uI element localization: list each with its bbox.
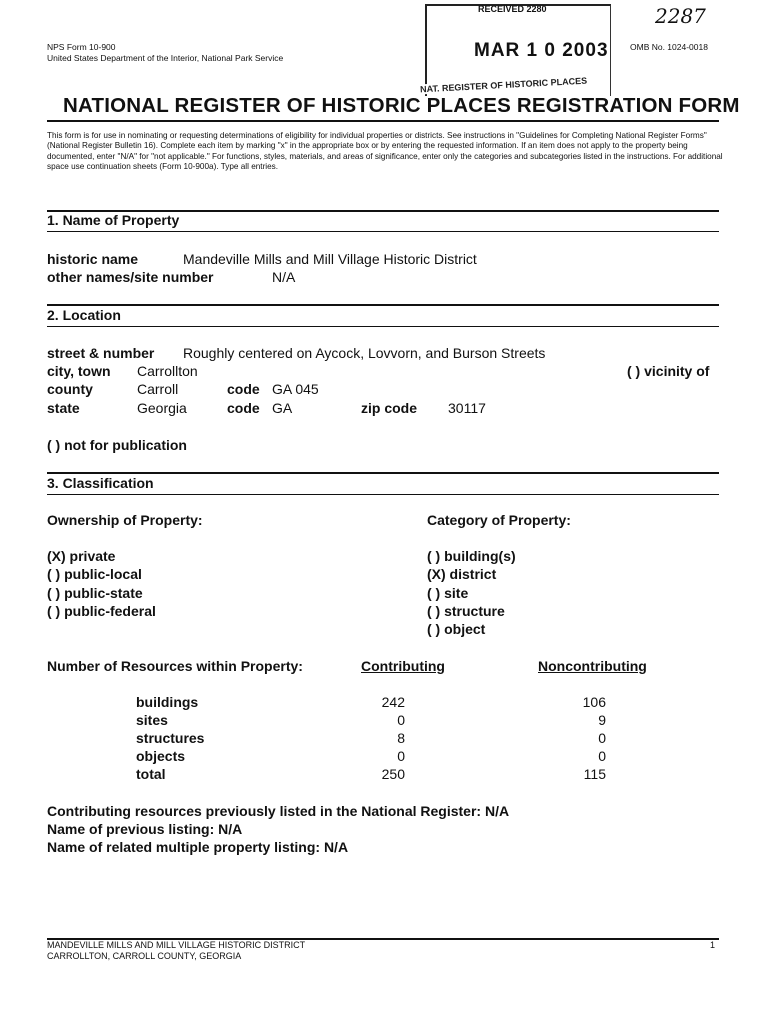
resource-type-objects: objects bbox=[136, 748, 186, 764]
zip-value: 30117 bbox=[448, 400, 486, 416]
page-number: 1 bbox=[710, 940, 716, 950]
multiple-property-label: Name of related multiple property listing: bbox=[47, 839, 321, 855]
stamp-date: MAR 1 0 2003 bbox=[474, 40, 609, 61]
ownership-public-local[interactable]: ( ) public-local bbox=[47, 566, 142, 582]
not-for-publication-checkbox[interactable]: ( ) not for publication bbox=[47, 437, 187, 453]
previously-listed-value: N/A bbox=[484, 803, 510, 819]
resource-structures-noncontributing: 0 bbox=[598, 730, 606, 746]
section3-bottom-rule bbox=[47, 494, 719, 495]
noncontributing-header: Noncontributing bbox=[538, 658, 647, 674]
street-label: street & number bbox=[47, 345, 155, 361]
footer-district: MANDEVILLE MILLS AND MILL VILLAGE HISTORIC DISTRICT bbox=[47, 940, 306, 950]
resource-objects-noncontributing: 0 bbox=[598, 748, 606, 764]
form-title: NATIONAL REGISTER OF HISTORIC PLACES REGISTRATION FORM bbox=[63, 94, 740, 117]
form-number: NPS Form 10-900 bbox=[47, 42, 116, 52]
previously-listed-label: Contributing resources previously listed in the National Register: bbox=[47, 803, 482, 819]
stamp-register-text: NAT. REGISTER OF HISTORIC PLACES bbox=[419, 75, 588, 95]
handwritten-number: 2287 bbox=[655, 4, 706, 28]
street-value: Roughly centered on Aycock, Lovvorn, and Burson Streets bbox=[183, 345, 546, 361]
county-code-label: code bbox=[227, 381, 260, 397]
stamp-received-text: RECEIVED 2280 bbox=[478, 4, 547, 14]
agency-line: United States Department of the Interior, National Park Service bbox=[47, 53, 284, 63]
city-value: Carrollton bbox=[137, 363, 198, 379]
county-label: county bbox=[47, 381, 93, 397]
resource-total-contributing: 250 bbox=[381, 766, 405, 782]
ownership-public-federal[interactable]: ( ) public-federal bbox=[47, 603, 156, 619]
section1-bottom-rule bbox=[47, 231, 719, 232]
other-names-label: other names/site number bbox=[47, 269, 214, 285]
previous-listing-value: N/A bbox=[218, 821, 243, 837]
previous-listing-label: Name of previous listing: bbox=[47, 821, 215, 837]
omb-number: OMB No. 1024-0018 bbox=[630, 42, 708, 52]
resource-structures-contributing: 8 bbox=[397, 730, 405, 746]
resources-label: Number of Resources within Property: bbox=[47, 658, 303, 674]
category-label: Category of Property: bbox=[427, 512, 571, 528]
ownership-private[interactable]: (X) private bbox=[47, 548, 116, 564]
ownership-public-state[interactable]: ( ) public-state bbox=[47, 585, 143, 601]
category-building[interactable]: ( ) building(s) bbox=[427, 548, 516, 564]
instructions-text: This form is for use in nominating or requesting determinations of eligibility for individual properties or districts. See instructions in "Guidelines for Completing National Register Forms" (National Register Bulletin 16). Complete each item by marking "x" in the appropriate box or by entering the requested information. If an item does not apply to the property being documented, enter "N/A" for "not applicable." For functions, styles, materials, and areas of significance, enter only the categories and subcategories listed in the instructions. For additional space use continuation sheets (Form 10-900a). Type all entries. bbox=[47, 131, 723, 171]
resource-buildings-noncontributing: 106 bbox=[582, 694, 606, 710]
category-district[interactable]: (X) district bbox=[427, 566, 497, 582]
historic-name-label: historic name bbox=[47, 251, 139, 267]
vicinity-checkbox[interactable]: ( ) vicinity of bbox=[627, 363, 710, 379]
multiple-property-value: N/A bbox=[323, 839, 349, 855]
other-names-value: N/A bbox=[272, 269, 296, 285]
resource-sites-noncontributing: 9 bbox=[598, 712, 606, 728]
resource-type-structures: structures bbox=[136, 730, 205, 746]
category-site[interactable]: ( ) site bbox=[427, 585, 469, 601]
resource-sites-contributing: 0 bbox=[397, 712, 405, 728]
section3-heading: 3. Classification bbox=[47, 475, 154, 491]
resource-type-total: total bbox=[136, 766, 166, 782]
ownership-label: Ownership of Property: bbox=[47, 512, 203, 528]
resource-total-noncontributing: 115 bbox=[583, 766, 606, 782]
title-rule bbox=[47, 120, 719, 122]
section2-heading: 2. Location bbox=[47, 307, 121, 323]
resource-buildings-contributing: 242 bbox=[381, 694, 405, 710]
city-label: city, town bbox=[47, 363, 111, 379]
historic-name-value: Mandeville Mills and Mill Village Historic District bbox=[183, 251, 477, 267]
state-code-label: code bbox=[227, 400, 260, 416]
category-structure[interactable]: ( ) structure bbox=[427, 603, 505, 619]
section2-top-rule bbox=[47, 304, 719, 306]
category-object[interactable]: ( ) object bbox=[427, 621, 486, 637]
footer-location: CARROLLTON, CARROLL COUNTY, GEORGIA bbox=[47, 951, 242, 961]
state-code-value: GA bbox=[272, 400, 293, 416]
resource-type-buildings: buildings bbox=[136, 694, 199, 710]
contributing-header: Contributing bbox=[361, 658, 445, 674]
section2-bottom-rule bbox=[47, 326, 719, 327]
county-code-value: GA 045 bbox=[272, 381, 319, 397]
county-value: Carroll bbox=[137, 381, 179, 397]
state-label: state bbox=[47, 400, 80, 416]
resource-objects-contributing: 0 bbox=[397, 748, 405, 764]
state-value: Georgia bbox=[137, 400, 187, 416]
section3-top-rule bbox=[47, 472, 719, 474]
resource-type-sites: sites bbox=[136, 712, 168, 728]
section1-heading: 1. Name of Property bbox=[47, 212, 180, 228]
zip-label: zip code bbox=[361, 400, 418, 416]
